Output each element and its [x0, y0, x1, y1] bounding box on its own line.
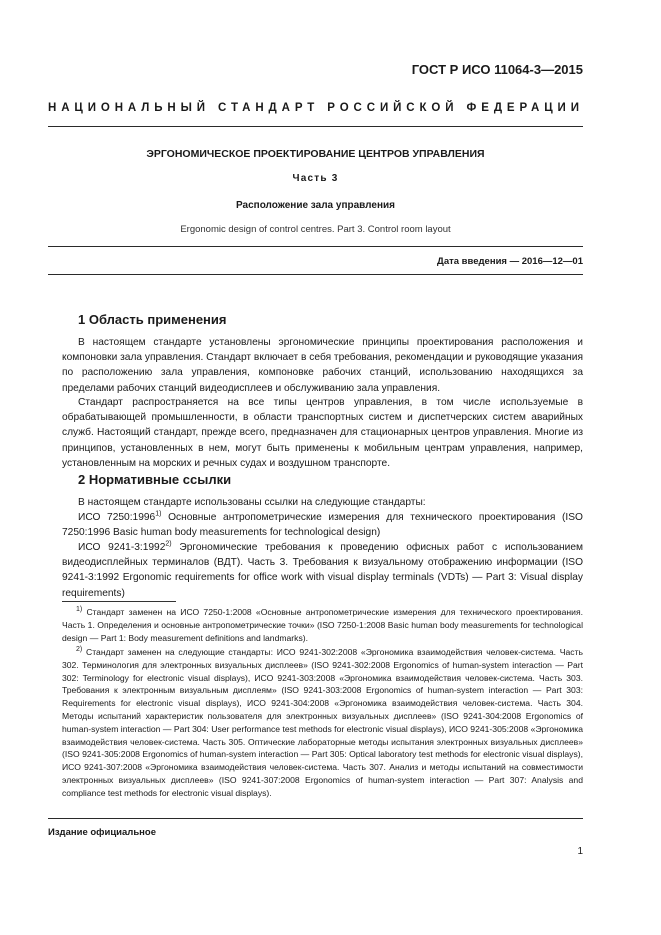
top-divider [48, 126, 583, 127]
document-subtitle: Расположение зала управления [236, 200, 395, 211]
english-title: Ergonomic design of control centres. Part 3. Control room layout [180, 224, 451, 235]
part-label: Часть 3 [292, 173, 339, 184]
reference-code: ИСО 7250:1996 [78, 512, 156, 523]
reference-iso-7250 [62, 510, 583, 540]
footnote-divider [62, 601, 176, 602]
section-2-heading: 2 Нормативные ссылки [78, 472, 232, 487]
footnote-1 [62, 606, 583, 644]
section-1-paragraph-1: В настоящем стандарте установлены эргономические принципы проектирования расположения и компоновки зала управления. Стандарт включает в себя требования, рекомендации и руководящие указания по расположению зала управления, компоновке рабочих станций, использованию находящихся за пределами рабочих станций видеодисплеев и обслуживанию зала управления. [62, 337, 583, 394]
national-standard-banner: НАЦИОНАЛЬНЫЙ СТАНДАРТ РОССИЙСКОЙ ФЕДЕРАЦИИ [48, 102, 584, 114]
page-number: 1 [577, 846, 583, 857]
standard-code: ГОСТ Р ИСО 11064-3—2015 [411, 62, 583, 77]
footnote-marker: 2) [76, 646, 83, 654]
footer-divider [48, 818, 583, 819]
reference-code: ИСО 9241-3:1992 [78, 542, 166, 553]
effective-date: Дата введения — 2016—12—01 [437, 256, 583, 267]
reference-text: Основные антропометрические измерения для технического проектирования (ISO 7250:1996 Basic human body measurements for technological design) [62, 512, 583, 539]
date-divider [48, 274, 583, 275]
footnote-marker: 1) [76, 606, 83, 614]
section-1-heading: 1 Область применения [78, 312, 227, 327]
reference-text: Эргономические требования к проведению офисных работ с использованием видеодисплейных терминалов (ВДТ). Часть 3. Требования к визуальному отображению информации (ISO 9241-3:1992 Ergonomic requirements for office work with visual display terminals (VDTs) — Part 3: Visual display requirements) [62, 542, 583, 599]
section-1-paragraph-2: Стандарт распространяется на все типы центров управления, в том числе используемые в обрабатывающей промышленности, в области транспортных систем и диспетчерских систем аварийных служб. Настоящий стандарт, прежде всего, предназначен для стационарных центров управления. Многие из принципов, установленных в нем, могут быть применены к мобильным центрам управления, например, установленным на морских и речных судах и воздушном транспорте. [62, 397, 583, 469]
footnote-2 [62, 646, 583, 800]
footnote-text: Стандарт заменен на ИСО 7250-1:2008 «Основные антропометрические измерения для технического проектирования. Часть 1. Определения и основные антропометрические точки» (ISO 7250-1:2008 Basic human body measurements for technological design — Part 1: Body measurement definitions and landmarks). [62, 607, 583, 643]
title-divider [48, 246, 583, 247]
footnote-marker: 1) [155, 510, 162, 518]
section-2-intro: В настоящем стандарте использованы ссылки на следующие стандарты: [78, 497, 426, 508]
document-title: ЭРГОНОМИЧЕСКОЕ ПРОЕКТИРОВАНИЕ ЦЕНТРОВ УПРАВЛЕНИЯ [146, 148, 485, 160]
footnote-marker: 2) [165, 540, 172, 548]
official-edition-label: Издание официальное [48, 827, 156, 838]
reference-iso-9241-3 [62, 540, 583, 601]
footnote-text: Стандарт заменен на следующие стандарты: ИСО 9241-302:2008 «Эргономика взаимодействия человек-система. Часть 302. Терминология для электронных визуальных дисплеев» (ISO 9241-302:2008 Ergonomics of human-system interaction — Part 302: Terminology for electronic visual displays), ИСО 9241-303:2008 «Эргономика взаимодействия человек-система. Часть 303. Требования к электронным визуальным дисплеям» (ISO 9241-303:2008 Ergonomics of human-system interaction — Part 303: Requirements for electronic visual displays), ИСО 9241-304:2008 «Эргономика взаимодействия человек-система. Часть 304. Методы испытаний характеристик пользователя для электронных визуальных дисплеев» (ISO 9241-304:2008 Ergonomics of human-system interaction — Part 304: User performance test methods for electronic visual displays), ИСО 9241-305:2008 «Эргономика взаимодействия человек-система. Часть 305. Оптические лабораторные методы испытания электронных визуальных дисплеев» (ISO 9241-305:2008 Ergonomics of human-system interaction — Part 305: Optical laboratory test methods for electronic visual displays), ИСО 9241-307:2008 «Эргономика взаимодействия человек-система. Часть 307. Анализ и методы испытаний на совместимости электронных визуальных дисплеев» (ISO 9241-307:2008 Ergonomics of human-system interaction — Part 307: Analysis and compliance test methods for electronic visual displays). [62, 647, 583, 798]
